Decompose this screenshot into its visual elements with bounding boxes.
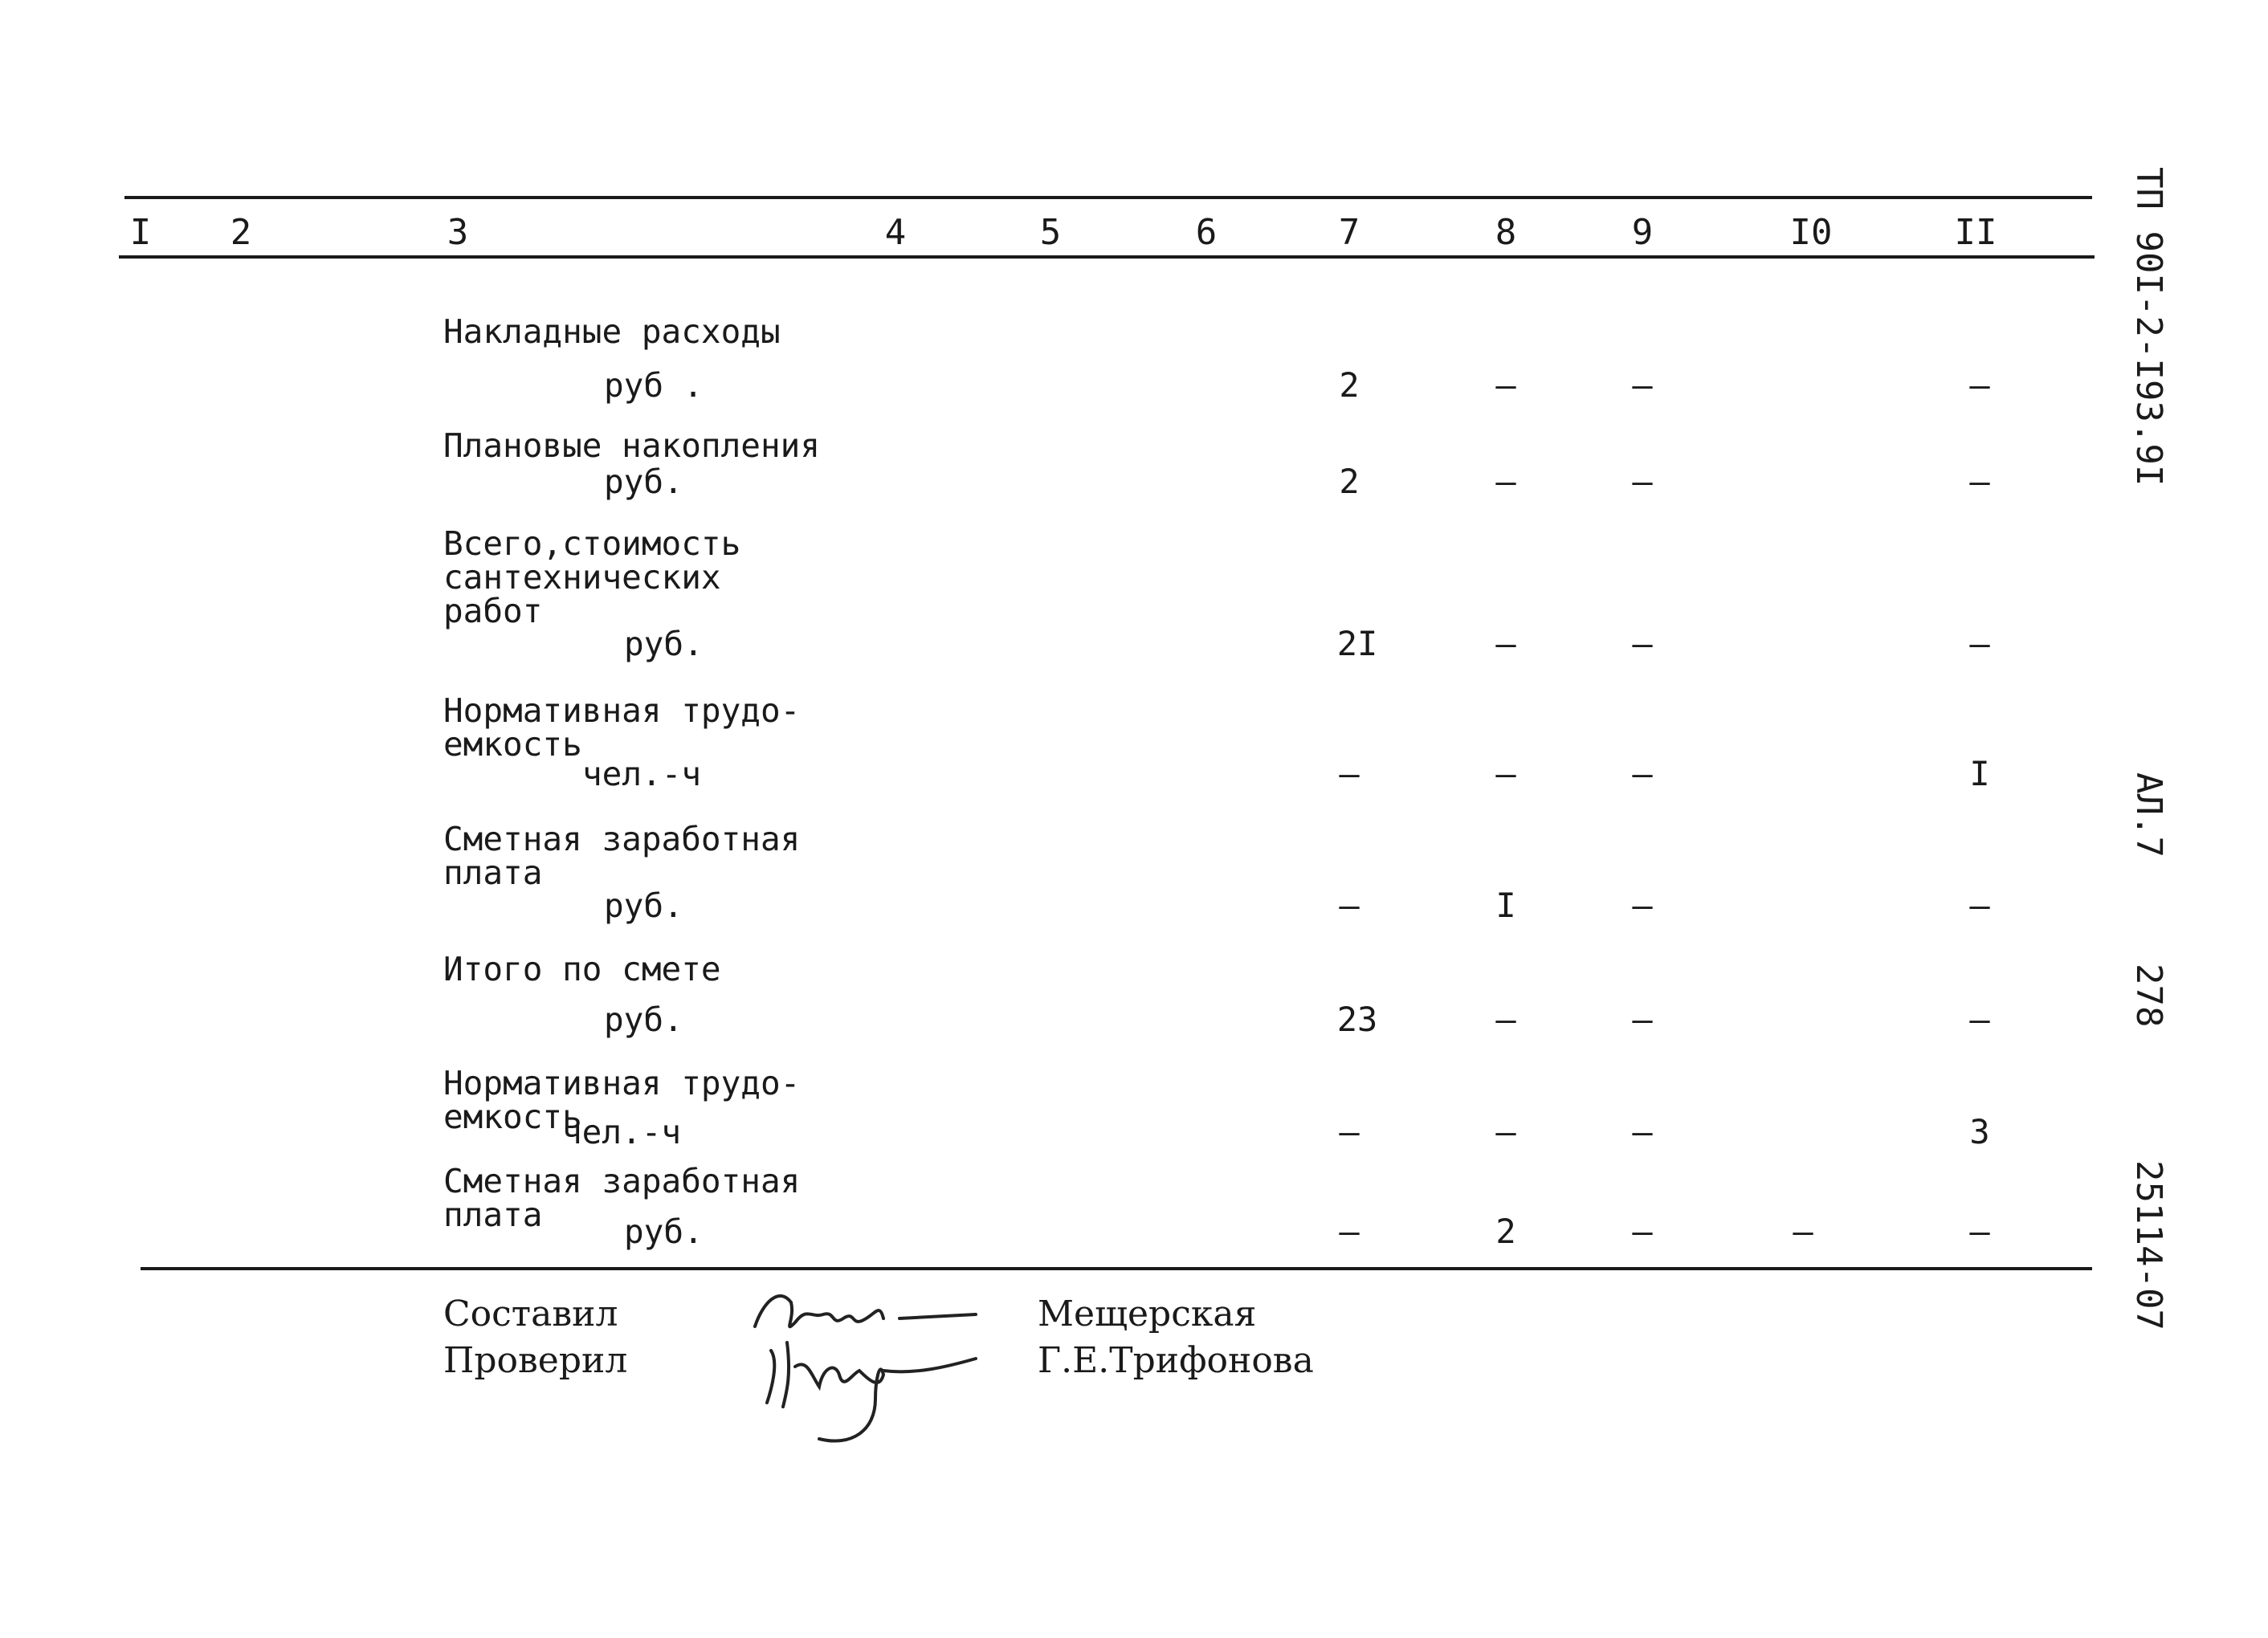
cell-col8: – bbox=[1495, 462, 1516, 501]
cell-col7: 23 bbox=[1336, 1000, 1378, 1039]
cell-col11: 3 bbox=[1969, 1112, 1990, 1151]
cell-col8: – bbox=[1495, 624, 1516, 663]
cell-col8: – bbox=[1495, 1000, 1516, 1039]
cell-col9: – bbox=[1632, 462, 1653, 501]
cell-col9: – bbox=[1632, 624, 1653, 663]
row-description: Накладные расходы bbox=[443, 312, 781, 351]
cell-col10: – bbox=[1793, 1212, 1813, 1251]
checked-by-name: Г.Е.Трифонова bbox=[1038, 1340, 1314, 1381]
cell-col7: – bbox=[1339, 754, 1360, 793]
row-unit: руб. bbox=[624, 625, 704, 663]
cell-col8: 2 bbox=[1495, 1212, 1516, 1251]
column-header-3: 3 bbox=[447, 212, 469, 253]
row-unit: чел.-ч bbox=[562, 1113, 682, 1151]
compiled-by-label: Составил bbox=[443, 1294, 618, 1334]
column-header-9: 9 bbox=[1631, 212, 1654, 253]
row-description: Сметная заработная плата bbox=[443, 1162, 801, 1234]
table-top-rule bbox=[124, 196, 2092, 199]
column-header-8: 8 bbox=[1495, 212, 1517, 253]
cell-col7: – bbox=[1339, 886, 1360, 925]
cell-col11: – bbox=[1969, 365, 1990, 405]
checked-by-signature bbox=[755, 1326, 988, 1447]
table-bottom-rule bbox=[141, 1267, 2092, 1270]
cell-col9: – bbox=[1632, 1212, 1653, 1251]
cell-col7: 2 bbox=[1339, 365, 1360, 405]
column-header-7: 7 bbox=[1338, 212, 1360, 253]
row-description: Нормативная трудо- емкость bbox=[443, 1064, 801, 1136]
cell-col9: – bbox=[1632, 886, 1653, 925]
cell-col8: – bbox=[1495, 754, 1516, 793]
column-header-6: 6 bbox=[1195, 212, 1218, 253]
cell-col11: – bbox=[1969, 624, 1990, 663]
cell-col8: I bbox=[1495, 886, 1516, 925]
row-unit: руб. bbox=[624, 1212, 704, 1251]
row-description: Плановые накопления bbox=[443, 426, 820, 465]
cell-col9: – bbox=[1632, 1000, 1653, 1039]
side-page-number: 278 bbox=[2128, 964, 2169, 1028]
row-description: Сметная заработная плата bbox=[443, 820, 801, 892]
column-header-10: I0 bbox=[1789, 212, 1833, 253]
cell-col11: I bbox=[1969, 754, 1990, 793]
row-description: Итого по смете bbox=[443, 950, 721, 988]
cell-col8: – bbox=[1495, 365, 1516, 405]
table-header-rule bbox=[119, 255, 2095, 259]
row-unit: руб. bbox=[604, 462, 683, 501]
row-unit: руб . bbox=[604, 366, 704, 405]
cell-col11: – bbox=[1969, 1212, 1990, 1251]
cell-col11: – bbox=[1969, 462, 1990, 501]
column-header-1: I bbox=[129, 212, 152, 253]
row-unit: чел.-ч bbox=[582, 755, 702, 793]
column-header-5: 5 bbox=[1039, 212, 1062, 253]
row-unit: руб. bbox=[604, 886, 683, 925]
cell-col8: – bbox=[1495, 1112, 1516, 1151]
cell-col9: – bbox=[1632, 365, 1653, 405]
column-header-11: II bbox=[1954, 212, 1997, 253]
cell-col7: – bbox=[1339, 1212, 1360, 1251]
cell-col11: – bbox=[1969, 1000, 1990, 1039]
column-header-4: 4 bbox=[884, 212, 907, 253]
cell-col7: 2 bbox=[1339, 462, 1360, 501]
cell-col9: – bbox=[1632, 754, 1653, 793]
cell-col11: – bbox=[1969, 886, 1990, 925]
cell-col7: 2I bbox=[1336, 624, 1378, 663]
row-unit: руб. bbox=[604, 1000, 683, 1039]
row-description: Всего,стоимость сантехнических работ bbox=[443, 524, 741, 630]
checked-by-label: Проверил bbox=[443, 1340, 628, 1381]
column-header-2: 2 bbox=[230, 212, 252, 253]
side-sheet-label: АЛ.7 bbox=[2128, 772, 2169, 858]
cell-col7: – bbox=[1339, 1112, 1360, 1151]
cell-col9: – bbox=[1632, 1112, 1653, 1151]
row-description: Нормативная трудо- емкость bbox=[443, 691, 801, 764]
side-doc-code: ТП 90I-2-I93.9I bbox=[2128, 167, 2169, 487]
compiled-by-name: Мещерская bbox=[1038, 1294, 1257, 1334]
side-inventory-number: 25114-07 bbox=[2128, 1160, 2169, 1330]
